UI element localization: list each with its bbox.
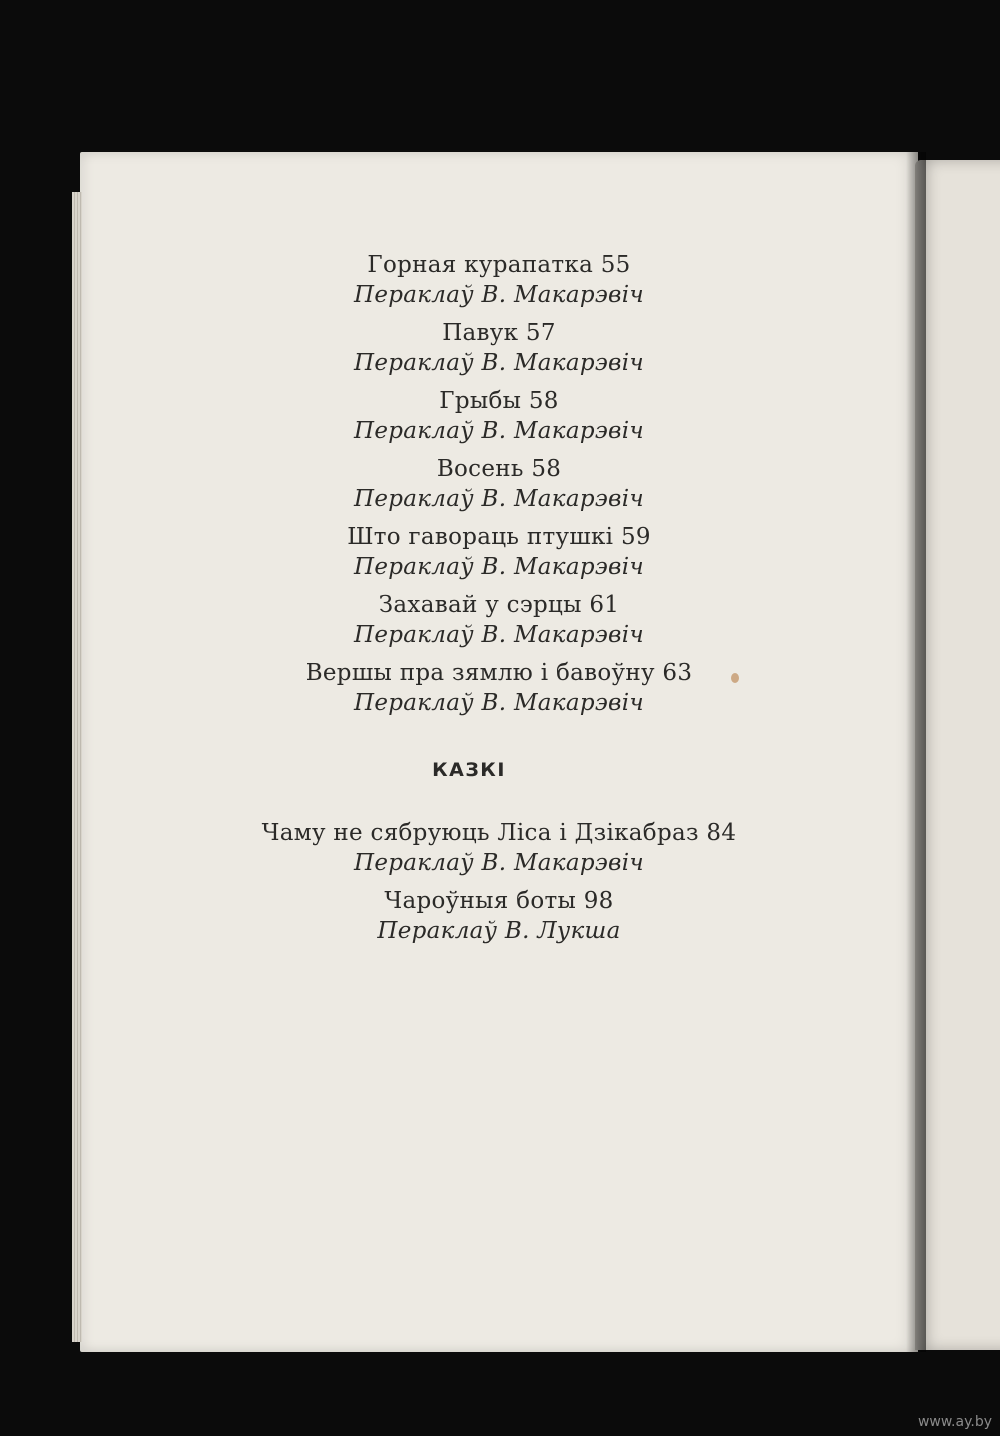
toc-entry-title: Што гавораць птушкі 59: [347, 524, 651, 550]
toc-entry-translator: Пераклаў В. Макарэвіч: [353, 690, 645, 716]
toc-entry: [80, 658, 918, 718]
toc-entry: [80, 250, 918, 310]
toc-entry-translator: Пераклаў В. Макарэвіч: [353, 418, 645, 444]
toc-entry-translator: Пераклаў В. Лукша: [377, 918, 621, 944]
toc-entry: [80, 454, 918, 514]
toc-entry: [80, 522, 918, 582]
toc-entry: [80, 590, 918, 650]
toc-entry-translator: Пераклаў В. Макарэвіч: [353, 554, 645, 580]
toc-entry: [80, 386, 918, 446]
toc-entry-title: Горная курапатка 55: [367, 252, 631, 278]
toc-entry-translator: Пераклаў В. Макарэвіч: [353, 282, 645, 308]
toc-entry: [80, 318, 918, 378]
toc-entry-translator: Пераклаў В. Макарэвіч: [353, 486, 645, 512]
toc-entry-translator: Пераклаў В. Макарэвіч: [353, 350, 645, 376]
toc-entry-title: Вершы пра зямлю і бавоўну 63: [305, 660, 693, 686]
section-heading: КАЗКІ: [432, 759, 506, 781]
toc-entry-title: Чароўныя боты 98: [384, 888, 614, 914]
toc-entry-title: Чаму не сябруюць Ліса і Дзікабраз 84: [261, 820, 737, 846]
toc-entry: [80, 886, 918, 946]
toc-entry-translator: Пераклаў В. Макарэвіч: [353, 622, 645, 648]
toc-entry-title: Восень 58: [436, 456, 562, 482]
table-of-contents: [80, 250, 918, 946]
right-page-edge: [915, 160, 1000, 1350]
toc-entry: [80, 818, 918, 878]
paper-stain: [731, 673, 739, 683]
watermark: www.ay.by: [917, 1414, 992, 1430]
toc-entry-translator: Пераклаў В. Макарэвіч: [353, 850, 645, 876]
toc-entry-title: Захавай у сэрцы 61: [378, 592, 620, 618]
toc-entry-title: Грыбы 58: [439, 388, 559, 414]
toc-entry-title: Павук 57: [442, 320, 556, 346]
